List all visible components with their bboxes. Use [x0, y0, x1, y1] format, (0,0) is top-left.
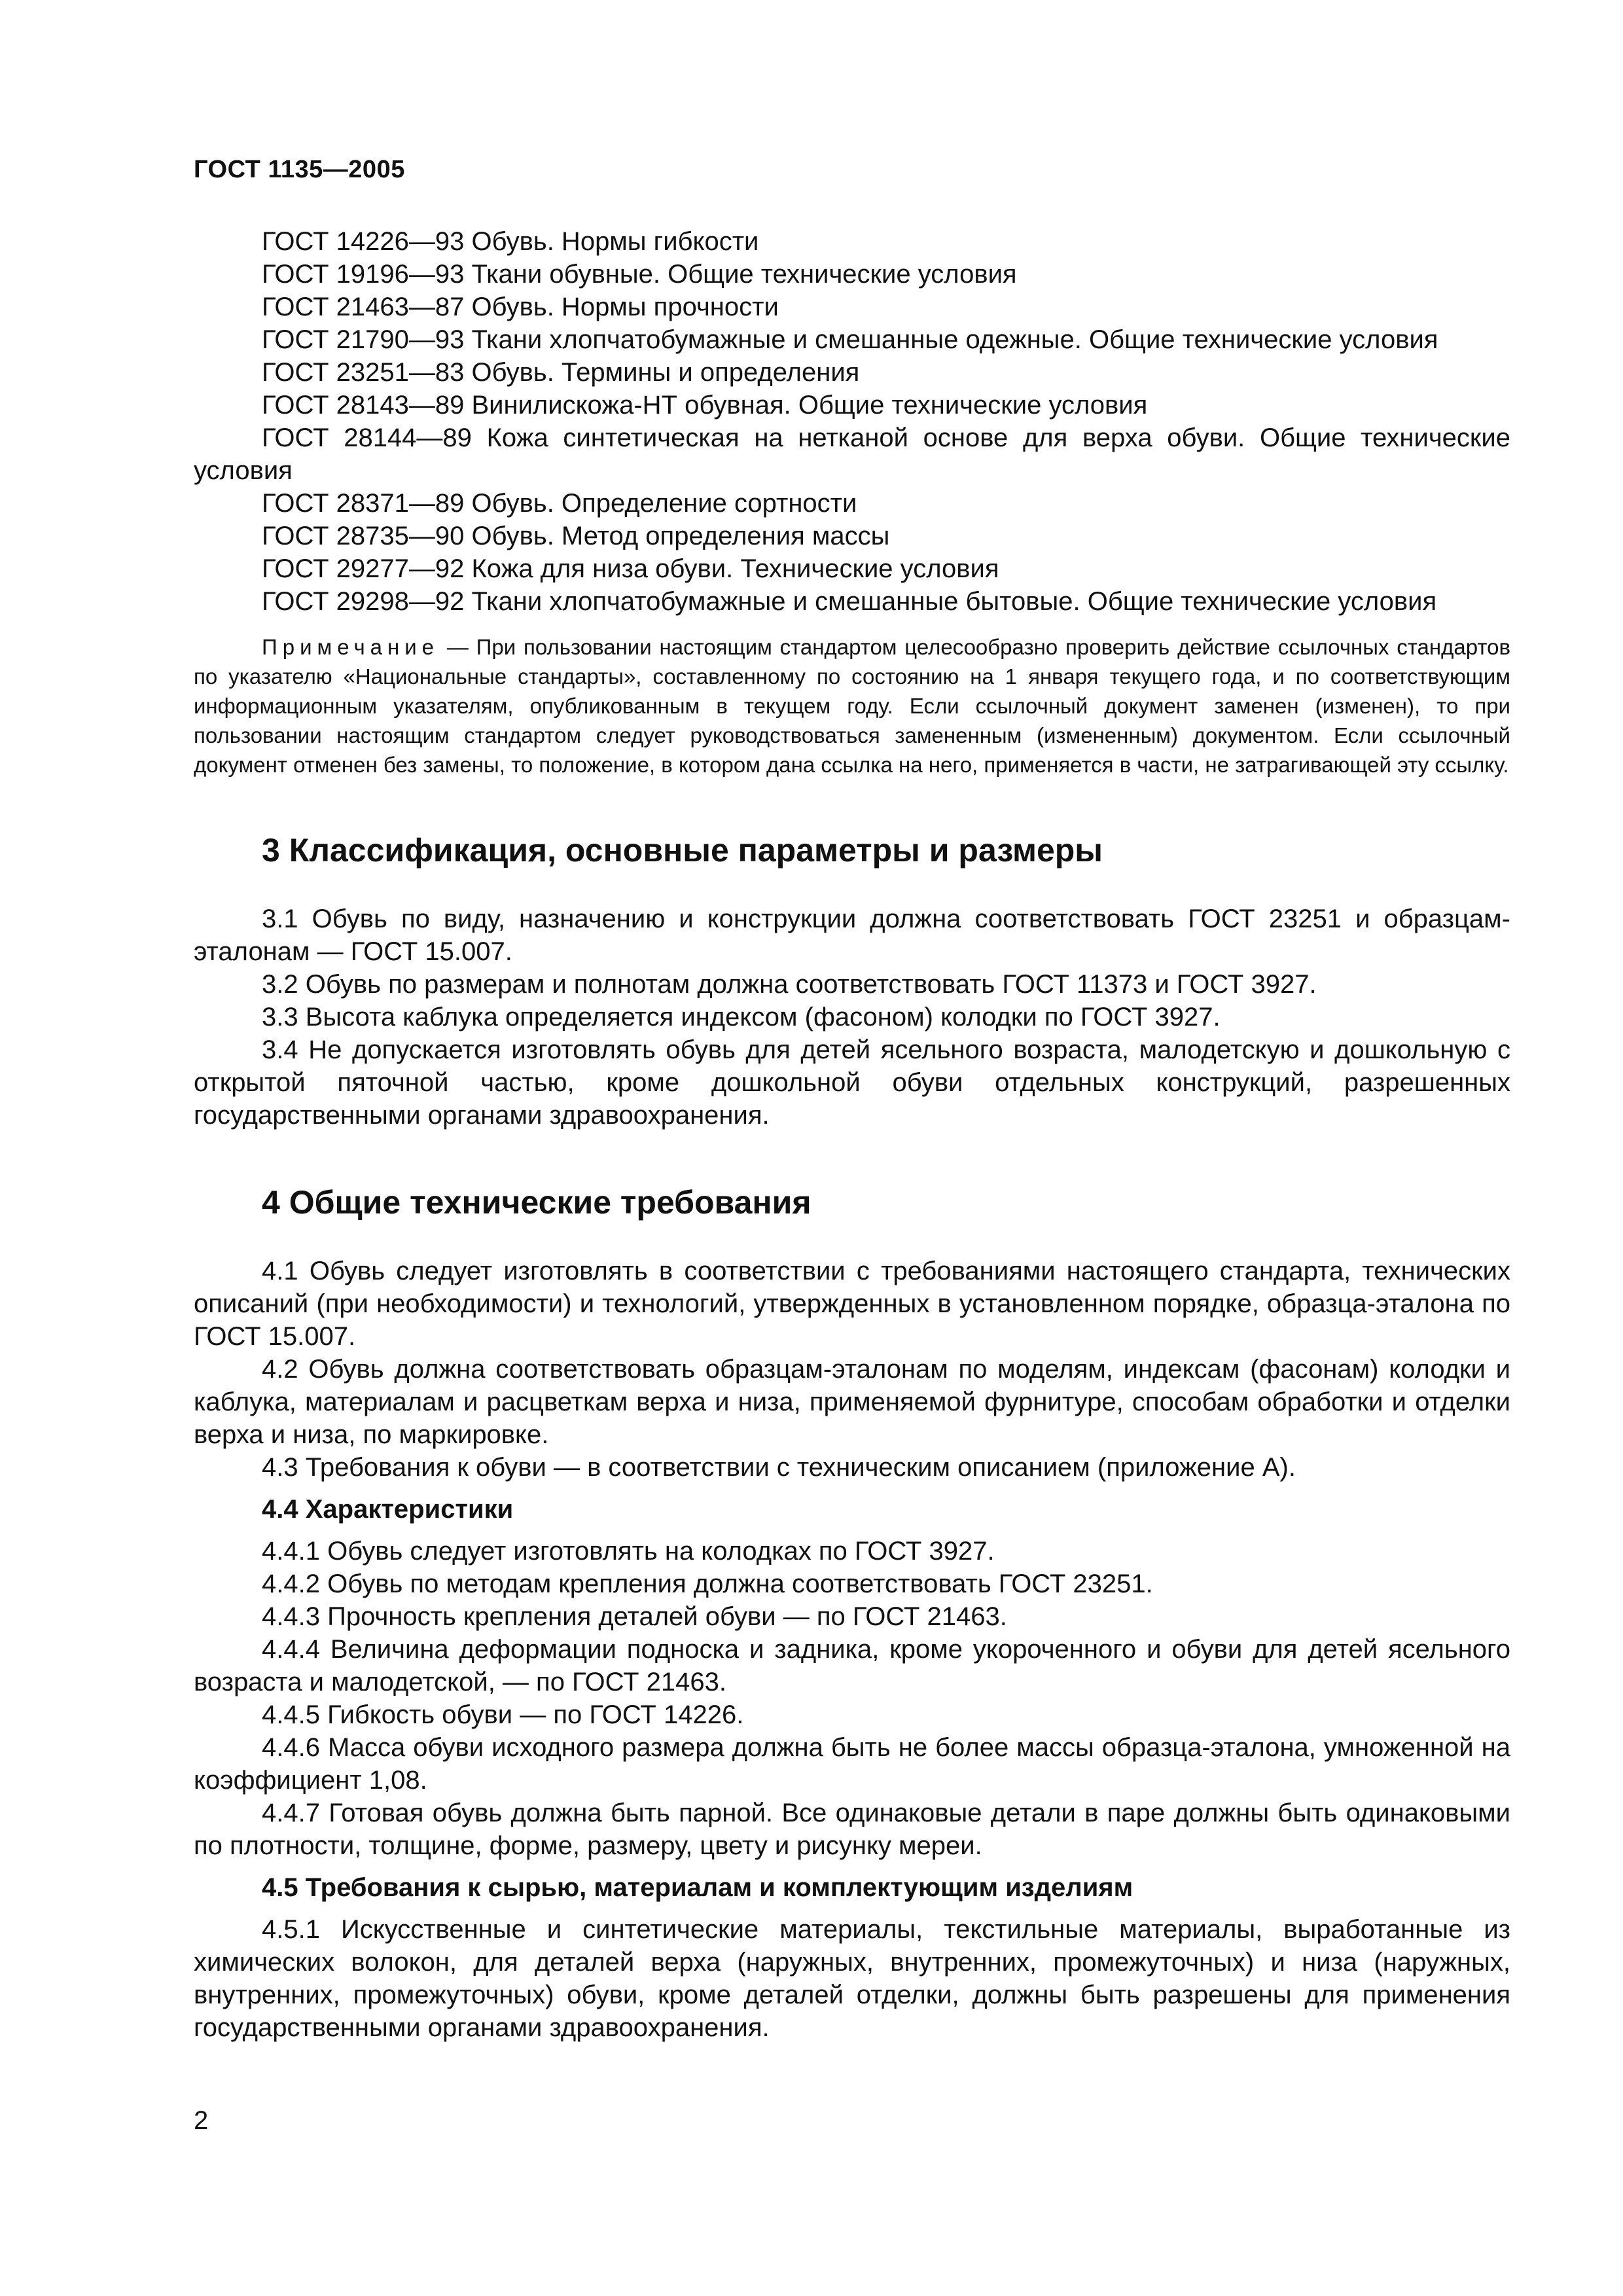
- reference-item: ГОСТ 21790—93 Ткани хлопчатобумажные и смешанные одежные. Общие технические условия: [262, 325, 1438, 354]
- section-4-title: 4 Общие технические требования: [262, 1184, 812, 1221]
- paragraph-4-4-5: 4.4.5 Гибкость обуви — по ГОСТ 14226.: [262, 1700, 744, 1729]
- paragraph-4-3: 4.3 Требования к обуви — в соответствии с техническим описанием (приложение А).: [262, 1453, 1296, 1482]
- reference-item: ГОСТ 19196—93 Ткани обувные. Общие технические условия: [262, 260, 1017, 289]
- reference-item: ГОСТ 21463—87 Обувь. Нормы прочности: [262, 293, 779, 321]
- note-text: — При пользовании настоящим стандартом целесообразно проверить действие ссылочных стандартов по указателю «Национальные стандарты», составленному по состоянию на 1 января текущего года, и по соответствующим информационным указателям, опубликованным в текущем году. Если ссылочный документ заменен (изменен), то при пользовании настоящим стандартом следует руководствоваться замененным (измененным) документом. Если ссылочный документ отменен без замены, то положение, в котором дана ссылка на него, применяется в части, не затрагивающей эту ссылку.: [194, 635, 1510, 777]
- page-number: 2: [194, 2106, 209, 2135]
- subsection-4-4-title: 4.4 Характеристики: [262, 1495, 514, 1524]
- reference-item: ГОСТ 28371—89 Обувь. Определение сортности: [262, 489, 857, 518]
- reference-item: ГОСТ 28735—90 Обувь. Метод определения массы: [262, 522, 890, 550]
- page-content: [194, 225, 1510, 2044]
- paragraph-4-4-4: 4.4.4 Величина деформации подноска и задника, кроме укороченного и обуви для детей ясельного возраста и малодетской, — по ГОСТ 21463.: [194, 1635, 1510, 1696]
- paragraph-4-4-3: 4.4.3 Прочность крепления деталей обуви — по ГОСТ 21463.: [262, 1602, 1007, 1631]
- paragraph-4-2: 4.2 Обувь должна соответствовать образцам-эталонам по моделям, индексам (фасонам) колодки и каблука, материалам и расцветкам верха и низа, применяемой фурнитуре, способам обработки и отделки верха и низа, по маркировке.: [194, 1355, 1510, 1449]
- reference-item: ГОСТ 29277—92 Кожа для низа обуви. Технические условия: [262, 554, 999, 583]
- section-3-title: 3 Классификация, основные параметры и размеры: [262, 832, 1103, 869]
- reference-item: ГОСТ 28143—89 Винилискожа-НТ обувная. Общие технические условия: [262, 391, 1148, 420]
- subsection-4-5-title: 4.5 Требования к сырью, материалам и комплектующим изделиям: [262, 1873, 1133, 1902]
- paragraph-3-4: 3.4 Не допускается изготовлять обувь для детей ясельного возраста, малодетскую и дошкольную с открытой пяточной частью, кроме дошкольной обуви отдельных конструкций, разрешенных государственными органами здравоохранения.: [194, 1035, 1510, 1130]
- paragraph-4-4-7: 4.4.7 Готовая обувь должна быть парной. Все одинаковые детали в паре должны быть одинаковыми по плотности, толщине, форме, размеру, цвету и рисунку мереи.: [194, 1799, 1510, 1860]
- paragraph-3-3: 3.3 Высота каблука определяется индексом (фасоном) колодки по ГОСТ 3927.: [262, 1003, 1221, 1031]
- paragraph-3-2: 3.2 Обувь по размерам и полнотам должна соответствовать ГОСТ 11373 и ГОСТ 3927.: [262, 970, 1317, 999]
- paragraph-3-1: 3.1 Обувь по виду, назначению и конструкции должна соответствовать ГОСТ 23251 и образцам-эталонам — ГОСТ 15.007.: [194, 905, 1510, 966]
- paragraph-4-4-1: 4.4.1 Обувь следует изготовлять на колодках по ГОСТ 3927.: [262, 1537, 995, 1566]
- note-paragraph: [194, 632, 1510, 780]
- paragraph-4-5-1: 4.5.1 Искусственные и синтетические материалы, текстильные материалы, выработанные из химических волокон, для деталей верха (наружных, внутренних, промежуточных) и низа (наружных, внутренних, промежуточных) обуви, кроме деталей отделки, должны быть разрешены для применения государственными органами здравоохранения.: [194, 1915, 1510, 2042]
- reference-item: ГОСТ 28144—89 Кожа синтетическая на нетканой основе для верха обуви. Общие технические условия: [194, 423, 1510, 485]
- reference-item: ГОСТ 14226—93 Обувь. Нормы гибкости: [262, 227, 759, 256]
- reference-item: ГОСТ 23251—83 Обувь. Термины и определения: [262, 358, 860, 387]
- reference-list: [194, 225, 1510, 618]
- paragraph-4-4-6: 4.4.6 Масса обуви исходного размера должна быть не более массы образца-эталона, умноженной на коэффициент 1,08.: [194, 1733, 1510, 1795]
- paragraph-4-1: 4.1 Обувь следует изготовлять в соответствии с требованиями настоящего стандарта, технических описаний (при необходимости) и технологий, утвержденных в установленном порядке, образца-эталона по ГОСТ 15.007.: [194, 1257, 1510, 1351]
- document-header: ГОСТ 1135—2005: [194, 156, 405, 183]
- paragraph-4-4-2: 4.4.2 Обувь по методам крепления должна соответствовать ГОСТ 23251.: [262, 1570, 1153, 1598]
- reference-item: ГОСТ 29298—92 Ткани хлопчатобумажные и смешанные бытовые. Общие технические условия: [262, 587, 1437, 616]
- note-label: Примечание: [262, 635, 440, 659]
